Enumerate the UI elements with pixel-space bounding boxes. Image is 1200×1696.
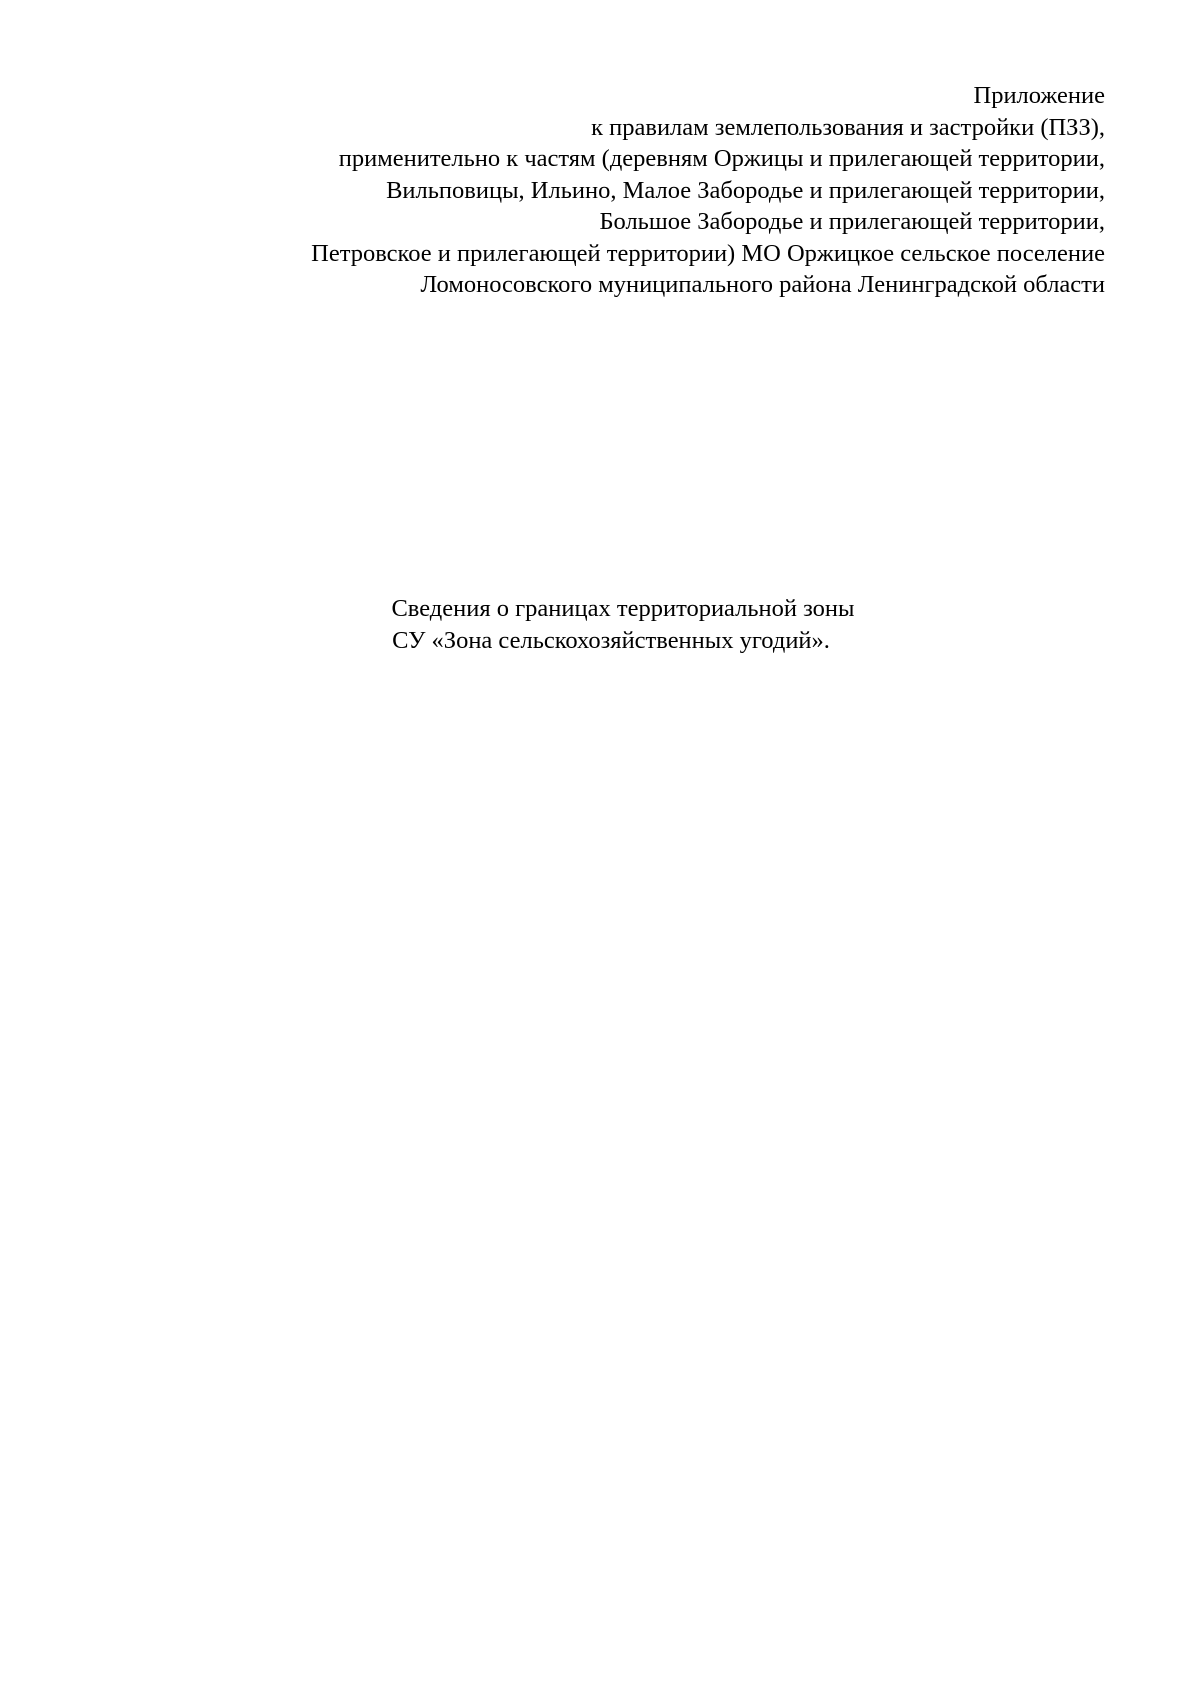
appendix-rules-line: к правилам землепользования и застройки (ПЗЗ), xyxy=(591,113,1105,141)
appendix-district-line: Ломоносовского муниципального района Ленинградской области xyxy=(420,271,1105,298)
appendix-label: Приложение xyxy=(973,82,1105,109)
appendix-scope-line: применительно к частям (деревням Оржицы и прилегающей территории, xyxy=(338,145,1105,172)
title-line-zone-name: СУ «Зона сельскохозяйственных угодий». xyxy=(392,626,830,654)
appendix-villages-line: Вильповицы, Ильино, Малое Забородье и прилегающей территории, xyxy=(386,176,1105,204)
appendix-villages-line-2: Большое Забородье и прилегающей территории, xyxy=(599,208,1105,235)
appendix-header xyxy=(105,80,1105,301)
appendix-settlement-line: Петровское и прилегающей территории) МО Оржицкое сельское поселение xyxy=(311,239,1105,267)
document-title xyxy=(0,593,1200,656)
title-line-boundaries: Сведения о границах территориальной зоны xyxy=(391,595,855,622)
